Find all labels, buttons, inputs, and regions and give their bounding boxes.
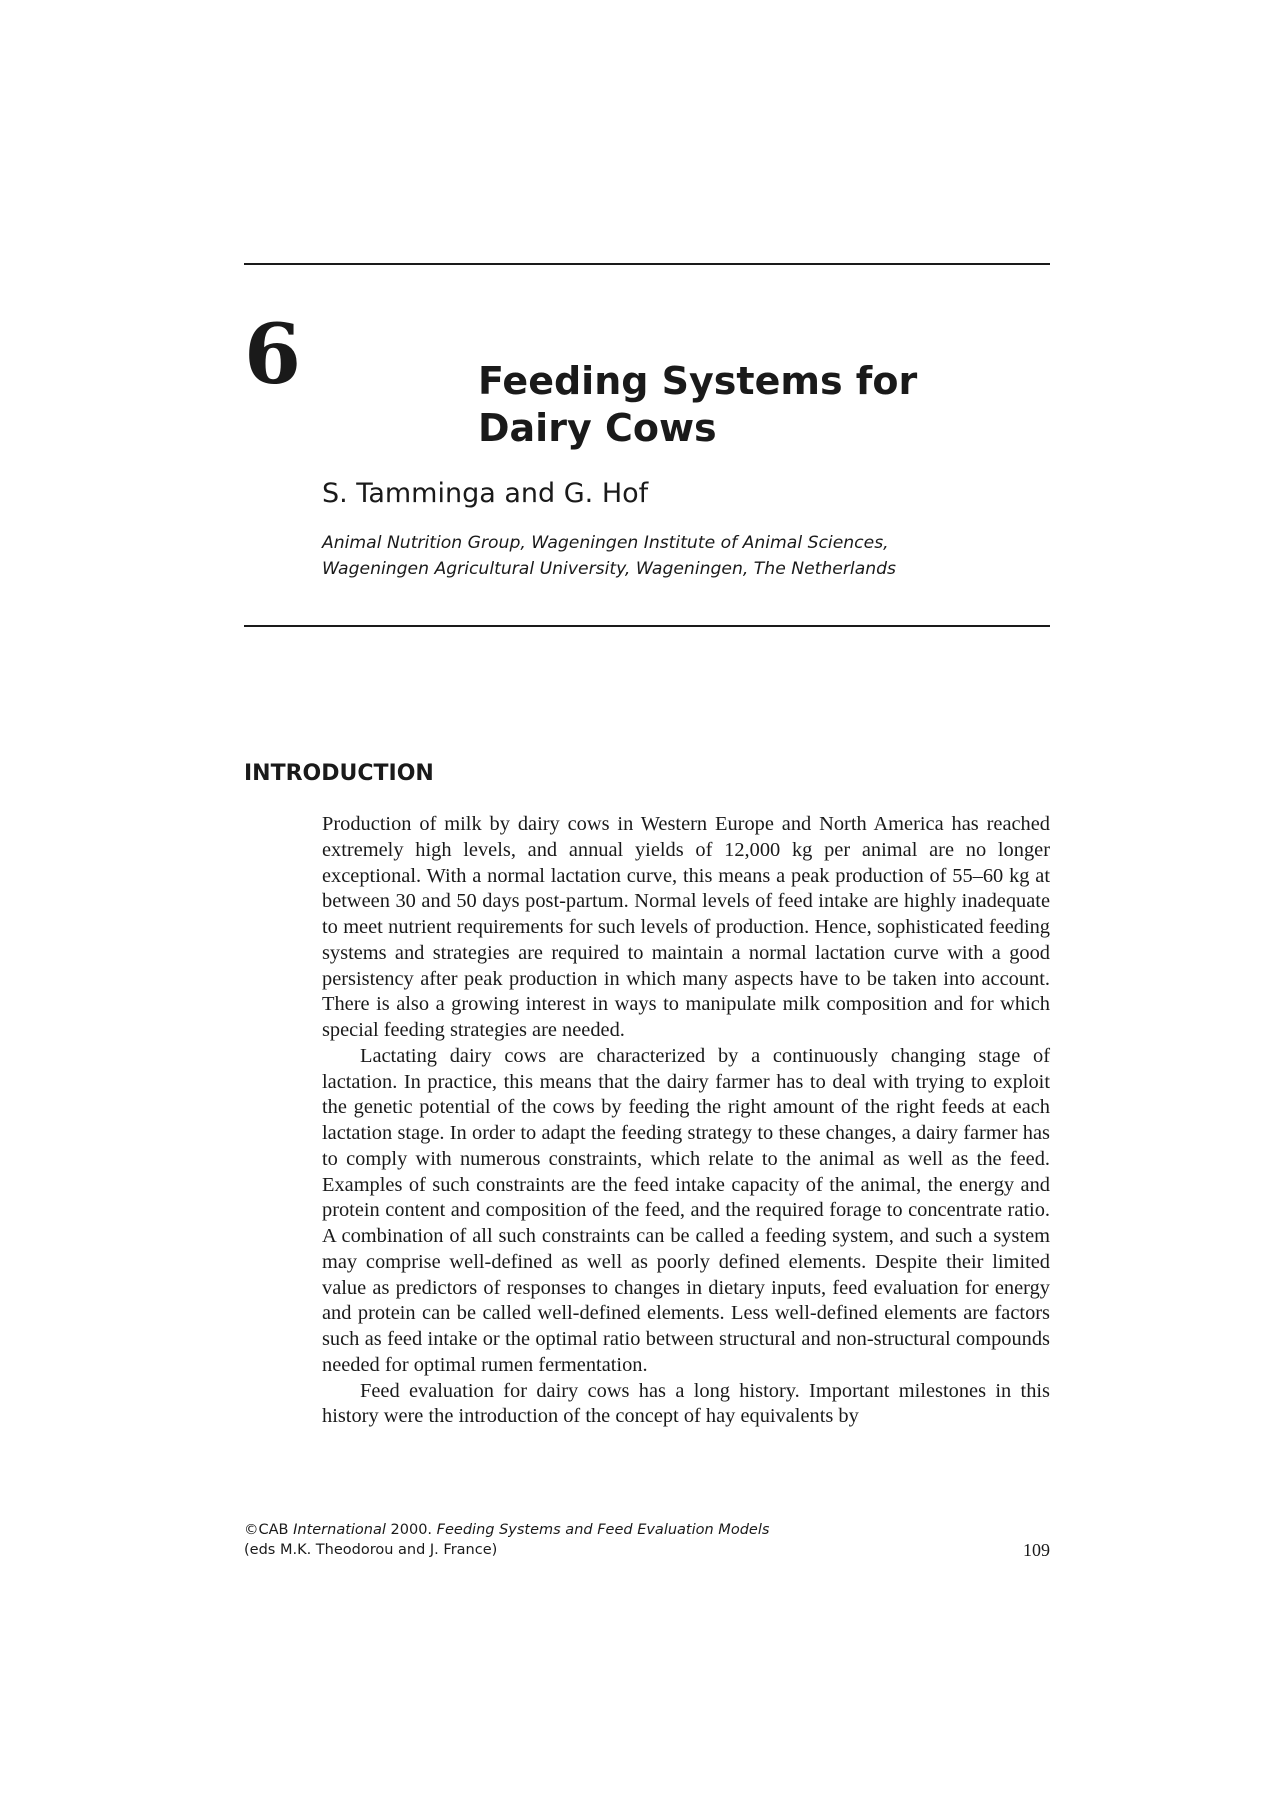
- paragraph-2: Lactating dairy cows are characterized by a continuously changing stage of lactation. In practice, this means that the dairy farmer has to deal with trying to exploit the genetic potential of the cows by feeding the right amount of the right feeds at each lactation stage. In order to adapt the feeding strategy to these changes, a dairy farmer has to comply with numerous constraints, which relate to the animal as well as the feed. Examples of such constraints are the feed intake capacity of the animal, the energy and protein content and composition of the feed, and the required forage to concentrate ratio. A combination of all such constraints can be called a feeding system, and such a system may comprise well-defined as well as poorly defined elements. Despite their limited value as predictors of responses to changes in dietary inputs, feed evaluation for energy and protein can be called well-defined elements. Less well-defined elements are factors such as feed intake or the optimal ratio between structural and non-structural compounds needed for optimal rumen fermentation.: [322, 1044, 1050, 1376]
- copyright-line: [244, 1520, 1050, 1540]
- author-affiliation: [322, 530, 896, 582]
- copyright-italic: International: [293, 1522, 386, 1538]
- affiliation-line-2: Wageningen Agricultural University, Wageningen, The Netherlands: [322, 559, 896, 579]
- chapter-title: Feeding Systems for Dairy Cows: [478, 359, 918, 450]
- page-footer: [244, 1520, 1050, 1560]
- affiliation-line-1: Animal Nutrition Group, Wageningen Institute of Animal Sciences,: [322, 533, 889, 553]
- chapter-authors: S. Tamminga and G. Hof: [322, 478, 649, 509]
- section-heading: INTRODUCTION: [244, 761, 434, 786]
- editors-line: (eds M.K. Theodorou and J. France): [244, 1542, 498, 1558]
- chapter-number: 6: [244, 307, 302, 403]
- section-body: [322, 812, 1050, 1430]
- paragraph-3: Feed evaluation for dairy cows has a long history. Important milestones in this history were the introduction of the concept of hay equivalents by: [322, 1379, 1050, 1428]
- book-title: Feeding Systems and Feed Evaluation Models: [436, 1522, 770, 1538]
- paragraph-1: Production of milk by dairy cows in Western Europe and North America has reached extremely high levels, and annual yields of 12,000 kg per animal are no longer exceptional. With a normal lactation curve, this means a peak production of 55–60 kg at between 30 and 50 days post-partum. Normal levels of feed intake are highly inadequate to meet nutrient requirements for such levels of production. Hence, sophisticated feeding systems and strategies are required to maintain a normal lactation curve with a good persistency after peak production in which many aspects have to be taken into account. There is also a growing interest in ways to manipulate milk composition and for which special feeding strategies are needed.: [322, 813, 1050, 1041]
- page-number: 109: [1023, 1540, 1050, 1560]
- bottom-rule: [244, 625, 1050, 627]
- copyright-year: 2000.: [385, 1522, 437, 1538]
- top-rule: [244, 263, 1050, 265]
- copyright-prefix: ©CAB: [244, 1522, 294, 1538]
